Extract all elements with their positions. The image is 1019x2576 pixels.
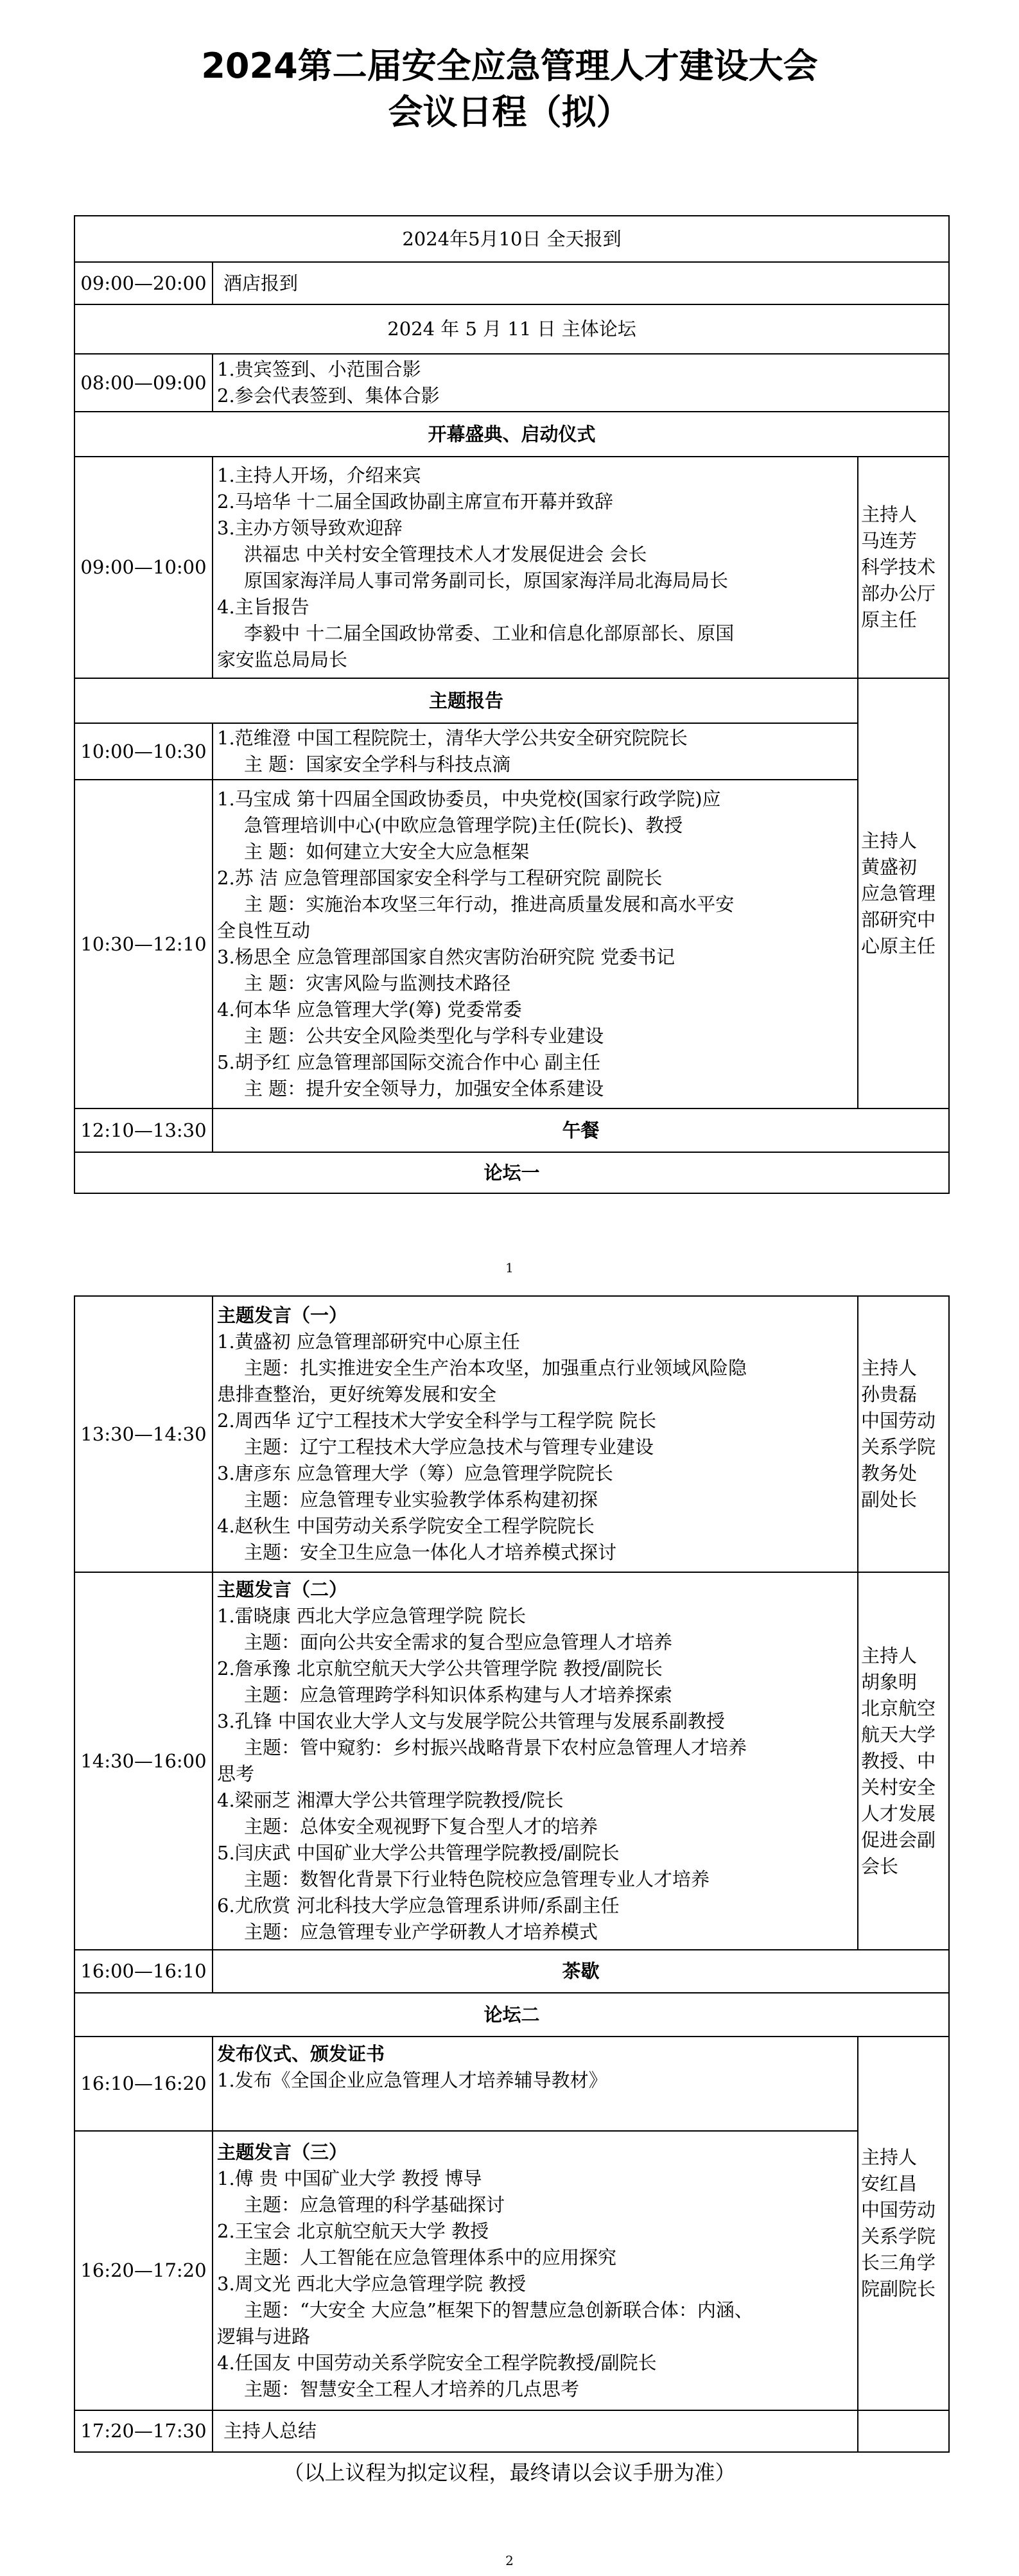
tea-text: 茶歇 (213, 1950, 949, 1993)
list-item: 3.孔锋 中国农业大学人文与发展学院公共管理与发展系副教授 (217, 1710, 725, 1732)
report1-content (213, 723, 858, 780)
list-item: 1.发布《全国企业应急管理人才培养辅导教材》 (217, 2069, 607, 2091)
opening-host: 主持人 马连芳 科学技术 部办公厅 原主任 (858, 457, 949, 678)
opening-content (213, 457, 858, 678)
list-item: 2.周西华 辽宁工程技术大学安全科学与工程学院 院长 (217, 1410, 657, 1432)
list-item: 1.范维澄 中国工程院院士，清华大学公共安全研究院院长 (217, 727, 688, 749)
list-item: 主 题：灾害风险与监测技术路径 (244, 972, 511, 994)
list-item: 2.詹承豫 北京航空航天大学公共管理学院 教授/副院长 (217, 1658, 663, 1679)
session2-host: 主持人 胡象明 北京航空 航天大学 教授、中 关村安全 人才发展 促进会副 会长 (858, 1572, 949, 1950)
list-item: 1.主持人开场，介绍来宾 (217, 464, 421, 486)
lunch-text: 午餐 (213, 1108, 949, 1152)
list-item: 主题：应急管理的科学基础探讨 (244, 2193, 505, 2216)
tea-time: 16:00—16:10 (74, 1950, 213, 1993)
list-item: 4.任国友 中国劳动关系学院安全工程学院教授/副院长 (217, 2351, 657, 2374)
list-item: 主题：辽宁工程技术大学应急技术与管理专业建设 (244, 1436, 654, 1458)
day2-header: 2024 年 5 月 11 日 主体论坛 (74, 304, 949, 354)
session4-time: 16:20—17:20 (74, 2131, 213, 2410)
list-item: 洪福忠 中关村安全管理技术人才发展促进会 会长 (244, 543, 647, 565)
report-header: 主题报告 (74, 678, 858, 723)
session1-time: 13:30—14:30 (74, 1296, 213, 1572)
list-item: 主 题：如何建立大安全大应急框架 (244, 841, 530, 863)
list-item: 主题：人工智能在应急管理体系中的应用探究 (244, 2246, 617, 2268)
session4-content (213, 2131, 858, 2410)
page-number-2: 2 (505, 2553, 514, 2568)
session2-time: 14:30—16:00 (74, 1572, 213, 1950)
session3-time: 16:10—16:20 (74, 2037, 213, 2131)
list-item: 全良性互动 (217, 920, 311, 942)
list-item: 主题：智慧安全工程人才培养的几点思考 (244, 2378, 580, 2400)
list-item: 4.何本华 应急管理大学(筹) 党委常委 (217, 999, 522, 1021)
session-title: 发布仪式、颁发证书 (217, 2043, 385, 2065)
report1-time: 10:00—10:30 (74, 723, 213, 780)
list-item: 3.唐彦东 应急管理大学（筹）应急管理学院院长 (217, 1462, 613, 1484)
list-item: 1.黄盛初 应急管理部研究中心原主任 (217, 1331, 520, 1353)
report-host: 主持人 黄盛初 应急管理 部研究中 心原主任 (858, 678, 949, 1108)
checkin-text: 酒店报到 (213, 262, 949, 304)
list-item: 主题：“大安全 大应急”框架下的智慧应急创新联合体：内涵、 (244, 2299, 753, 2321)
list-item: 5.闫庆武 中国矿业大学公共管理学院教授/副院长 (217, 1842, 620, 1864)
list-item: 主题：应急管理专业产学研教人才培养模式 (244, 1921, 598, 1943)
session1-content (213, 1296, 858, 1572)
list-item: 2.苏 洁 应急管理部国家安全科学与工程研究院 副院长 (217, 867, 663, 889)
session2-content (213, 1572, 858, 1950)
checkin-time: 09:00—20:00 (74, 262, 213, 304)
list-item: 主题：管中窥豹：乡村振兴战略背景下农村应急管理人才培养 (244, 1737, 747, 1758)
list-item: 原国家海洋局人事司常务副司长，原国家海洋局北海局局长 (244, 569, 729, 591)
list-item: 2.参会代表签到、集体合影 (217, 385, 440, 407)
list-item: 主 题：实施治本攻坚三年行动，推进高质量发展和高水平安 (244, 893, 735, 915)
list-item: 逻辑与进路 (217, 2325, 311, 2347)
day1-header: 2024年5月10日 全天报到 (74, 216, 949, 262)
list-item: 6.尤欣赏 河北科技大学应急管理系讲师/系副主任 (217, 1895, 620, 1916)
list-item: 主题：扎实推进安全生产治本攻坚，加强重点行业领域风险隐 (244, 1357, 747, 1379)
forum1-header: 论坛一 (74, 1152, 949, 1193)
opening-header: 开幕盛典、启动仪式 (74, 412, 949, 457)
lunch-time: 12:10—13:30 (74, 1108, 213, 1152)
list-item: 家安监总局局长 (217, 648, 348, 670)
list-item: 主题：总体安全观视野下复合型人才的培养 (244, 1816, 598, 1837)
list-item: 2.马培华 十二届全国政协副主席宣布开幕并致辞 (217, 490, 613, 513)
list-item: 主题：面向公共安全需求的复合型应急管理人才培养 (244, 1631, 673, 1653)
report2-time: 10:30—12:10 (74, 780, 213, 1108)
list-item: 2.王宝会 北京航空航天大学 教授 (217, 2220, 489, 2242)
session3-content (213, 2037, 858, 2131)
list-item: 患排查整治，更好统筹发展和安全 (217, 1383, 497, 1405)
list-item: 3.主办方领导致欢迎辞 (217, 516, 403, 539)
list-item: 1.傅 贵 中国矿业大学 教授 博导 (217, 2167, 482, 2189)
list-item: 1.贵宾签到、小范围合影 (217, 358, 421, 380)
summary-host-cell (858, 2410, 949, 2452)
list-item: 主 题：提升安全领导力，加强安全体系建设 (244, 1078, 604, 1100)
forum2-header: 论坛二 (74, 1993, 949, 2037)
list-item: 主题：应急管理跨学科知识体系构建与人才培养探索 (244, 1684, 673, 1706)
summary-text: 主持人总结 (213, 2410, 858, 2452)
session34-host: 主持人 安红昌 中国劳动 关系学院 长三角学 院副院长 (858, 2037, 949, 2410)
report2-content (213, 780, 858, 1108)
session-title: 主题发言（三） (217, 2141, 348, 2163)
page-title-line2: 会议日程（拟） (388, 92, 631, 132)
list-item: 主题：安全卫生应急一体化人才培养模式探讨 (244, 1541, 617, 1563)
list-item: 主 题：国家安全学科与科技点滴 (244, 753, 511, 775)
list-item: 4.梁丽芝 湘潭大学公共管理学院教授/院长 (217, 1789, 564, 1811)
list-item: 急管理培训中心(中欧应急管理学院)主任(院长)、教授 (244, 814, 683, 836)
schedule-table-page1 (74, 215, 950, 1194)
session1-host: 主持人 孙贵磊 中国劳动 关系学院 教务处 副处长 (858, 1296, 949, 1572)
list-item: 5.胡予红 应急管理部国际交流合作中心 副主任 (217, 1051, 601, 1073)
list-item: 4.主旨报告 (217, 595, 309, 618)
list-item: 主题：数智化背景下行业特色院校应急管理专业人才培养 (244, 1868, 710, 1890)
list-item: 3.杨思全 应急管理部国家自然灾害防治研究院 党委书记 (217, 946, 675, 968)
list-item: 思考 (217, 1763, 255, 1785)
list-item: 主 题：公共安全风险类型化与学科专业建设 (244, 1025, 604, 1047)
summary-time: 17:20—17:30 (74, 2410, 213, 2452)
page-title-line1: 2024第二届安全应急管理人才建设大会 (201, 46, 818, 86)
opening-time: 09:00—10:00 (74, 457, 213, 678)
session-title: 主题发言（二） (217, 1579, 348, 1600)
footer-note: （以上议程为拟定议程，最终请以会议手册为准） (283, 2460, 736, 2485)
signin-time: 08:00—09:00 (74, 354, 213, 412)
list-item: 主题：应急管理专业实验教学体系构建初探 (244, 1489, 598, 1511)
session-title: 主题发言（一） (217, 1304, 348, 1326)
list-item: 1.雷晓康 西北大学应急管理学院 院长 (217, 1605, 527, 1627)
list-item: 4.赵秋生 中国劳动关系学院安全工程学院院长 (217, 1515, 595, 1537)
list-item: 3.周文光 西北大学应急管理学院 教授 (217, 2272, 527, 2295)
list-item: 1.马宝成 第十四届全国政协委员，中央党校(国家行政学院)应 (217, 788, 721, 810)
page-number-1: 1 (505, 1260, 514, 1275)
schedule-table-page2 (74, 1295, 950, 2453)
signin-content (213, 354, 949, 412)
list-item: 李毅中 十二届全国政协常委、工业和信息化部原部长、原国 (244, 622, 735, 644)
